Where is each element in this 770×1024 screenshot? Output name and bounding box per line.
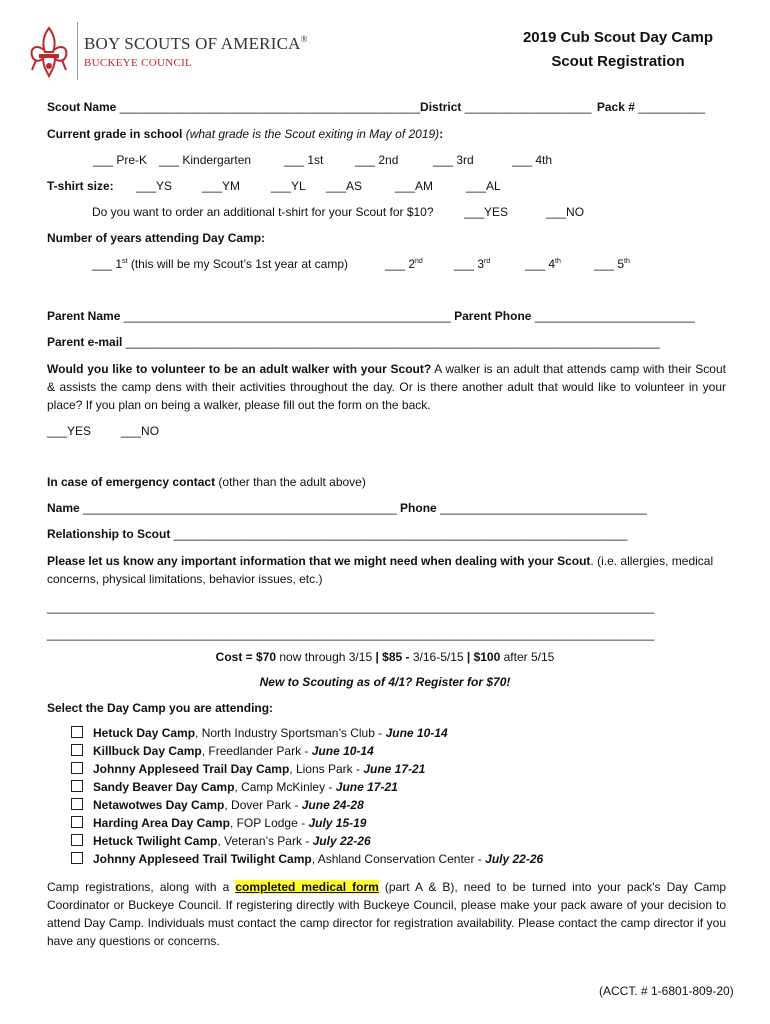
checkbox[interactable] [71,798,83,810]
years-option-1[interactable]: ___ 1st (this will be my Scout’s 1st year at camp) [92,257,349,271]
checkbox[interactable] [71,762,83,774]
pack-label: Pack # [596,100,635,114]
grade-label: Current grade in school [47,127,183,141]
camp-option[interactable]: Johnny Appleseed Trail Day Camp, Lions Park - June 17-21 [71,762,425,776]
checkbox[interactable] [71,834,83,846]
years-option-4[interactable]: ___ 4th [525,257,561,271]
parent-email-label: Parent e-mail [47,335,123,349]
grade-option[interactable]: ___ 2nd [355,153,399,167]
checkbox[interactable] [71,744,83,756]
grade-option[interactable]: ___ Pre-K [93,153,148,167]
emergency-phone-field[interactable]: _______________________________ [440,501,647,515]
parent-name-field[interactable]: _________________________________________________ [123,309,451,323]
account-number: (ACCT. # 1-6801-809-20) [599,984,734,998]
camp-option[interactable]: Killbuck Day Camp, Freedlander Park - June 10-14 [71,744,374,758]
extra-tshirt-question: Do you want to order an additional t-shirt for your Scout for $10? [92,205,434,219]
extra-tshirt-no[interactable]: ___NO [546,205,585,219]
grade-option[interactable]: ___ 4th [512,153,553,167]
medical-form-highlight: completed medical form [235,880,379,894]
grade-note: (what grade is the Scout exiting in May of 2019) [185,127,440,141]
camp-option[interactable]: Sandy Beaver Day Camp, Camp McKinley - June 17-21 [71,780,398,794]
info-paragraph: Please let us know any important information that we might need when dealing with your Scout. (i.e. allergies, medical concerns, physical limitations, behavior issues, etc.) [47,554,714,586]
pack-field[interactable]: __________ [638,100,706,114]
district-label: District [420,100,462,114]
scout-name-row [47,100,705,114]
scout-name-field[interactable]: _____________________________________________ [119,100,421,114]
info-field-line[interactable]: ___________________________________________________________________________________________ [47,627,655,641]
emergency-name-label: Name [47,501,80,515]
logo-text: BOY SCOUTS OF AMERICA® [84,34,308,53]
info-field-line[interactable]: ___________________________________________________________________________________________ [47,600,655,614]
camp-option[interactable]: Netawotwes Day Camp, Dover Park - June 24-28 [71,798,364,812]
form-subtitle: Scout Registration [551,53,685,70]
emergency-name-row [47,501,647,515]
registration-instructions: Camp registrations, along with a completed medical form (part A & B), need to be turned into your pack's Day Camp Coordinator or Buckeye Council. If registering directly with Buckeye Council, please make your pack aware of your decision to attend Day Camp. Individuals must contact the camp director for registration availability. Please contact the camp director if you have any questions or concerns. [47,880,726,948]
tshirt-option[interactable]: ___AL [466,179,501,193]
scout-name-label: Scout Name [47,100,117,114]
volunteer-paragraph: Would you like to volunteer to be an adult walker with your Scout? A walker is an adult that attends camp with their Scout & assists the camp dens with their activities throughout the day. Or is there another adult that would like to volunteer in your place? If you plan on being a walker, please fill out the form on the back. [47,362,726,412]
grade-option[interactable]: ___ Kindergarten [159,153,252,167]
grade-option[interactable]: ___ 3rd [433,153,474,167]
fleur-de-lis-icon [28,26,70,80]
form-title: 2019 Cub Scout Day Camp [522,29,714,46]
tshirt-option[interactable]: ___AM [395,179,434,193]
parent-phone-label: Parent Phone [454,309,532,323]
new-scout-note: New to Scouting as of 4/1? Register for $70! [259,675,511,689]
logo-subtext: BUCKEYE COUNCIL [84,57,193,69]
district-field[interactable]: ___________________ [464,100,592,114]
years-option-3[interactable]: ___ 3rd [454,257,491,271]
checkbox[interactable] [71,780,83,792]
emergency-heading: In case of emergency contact (other than the adult above) [47,475,366,489]
camp-option[interactable]: Hetuck Twilight Camp, Veteran’s Park - July 22-26 [71,834,371,848]
years-option-5[interactable]: ___ 5th [594,257,630,271]
volunteer-yes[interactable]: ___YES [47,424,92,438]
years-option-2[interactable]: ___ 2nd [385,257,423,271]
grade-heading: Current grade in school (what grade is the Scout exiting in May of 2019): [47,127,444,141]
parent-name-label: Parent Name [47,309,121,323]
tshirt-label: T-shirt size: [47,179,114,193]
emergency-name-field[interactable]: _______________________________________________ [83,501,397,515]
parent-email-row [47,335,660,349]
checkbox[interactable] [71,726,83,738]
extra-tshirt-yes[interactable]: ___YES [464,205,509,219]
cost-line: Cost = $70 now through 3/15 | $85 - 3/16-5/15 | $100 after 5/15 [215,650,555,664]
camps-heading: Select the Day Camp you are attending: [47,701,274,715]
grade-option[interactable]: ___ 1st [284,153,324,167]
tshirt-option[interactable]: ___YM [202,179,241,193]
camp-option[interactable]: Harding Area Day Camp, FOP Lodge - July 15-19 [71,816,366,830]
camp-option[interactable]: Johnny Appleseed Trail Twilight Camp, Ashland Conservation Center - July 22-26 [71,852,543,866]
tshirt-option[interactable]: ___YL [271,179,306,193]
parent-name-row [47,309,695,323]
emergency-phone-label: Phone [400,501,437,515]
tshirt-option[interactable]: ___YS [136,179,173,193]
parent-email-field[interactable]: ________________________________________________________________________________ [125,335,660,349]
relationship-label: Relationship to Scout [47,527,171,541]
parent-phone-field[interactable]: ________________________ [534,309,695,323]
volunteer-no[interactable]: ___NO [121,424,160,438]
checkbox[interactable] [71,816,83,828]
camp-option[interactable]: Hetuck Day Camp, North Industry Sportsman’s Club - June 10-14 [71,726,448,740]
years-label: Number of years attending Day Camp: [47,231,266,245]
tshirt-option[interactable]: ___AS [326,179,363,193]
checkbox[interactable] [71,852,83,864]
relationship-field[interactable]: ____________________________________________________________________ [173,527,628,541]
relationship-row [47,527,628,541]
